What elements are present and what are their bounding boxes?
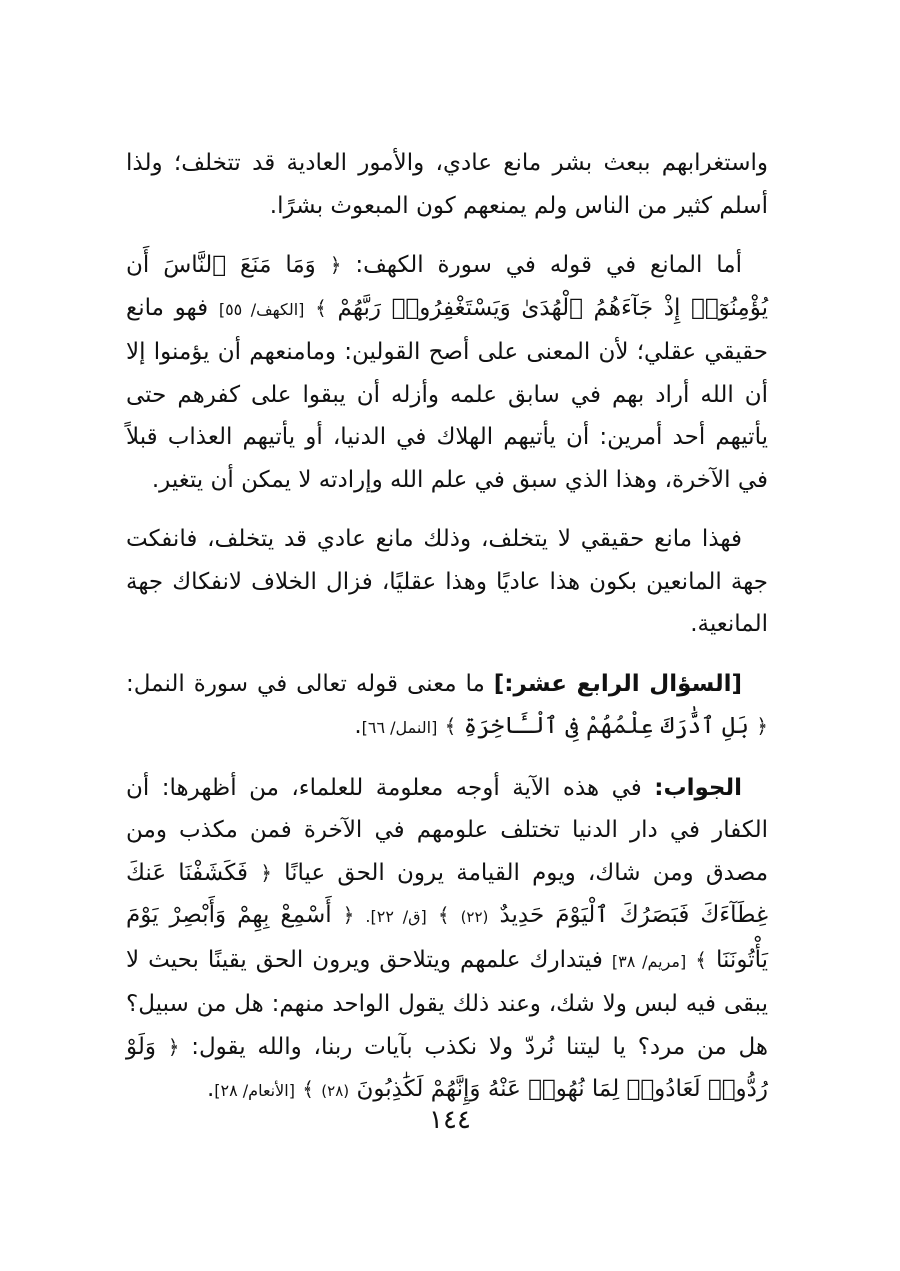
ayah-close-bracket: ﴾ bbox=[315, 295, 327, 320]
ayah-open-bracket: ﴿ bbox=[756, 714, 768, 738]
page-number: ١٤٤ bbox=[429, 1105, 471, 1135]
sentence-end: . bbox=[354, 713, 362, 739]
verse-reference: [النمل/ ٦٦] bbox=[361, 718, 438, 737]
quran-verse: فَكَشَفْنَا عَنكَ غِطَآءَكَ فَبَصَرُكَ ٱلْيَوْمَ حَدِيدٌ bbox=[126, 859, 769, 928]
paragraph-intro: ما معنى قوله تعالى في سورة النمل: bbox=[126, 670, 485, 697]
page-body bbox=[126, 142, 768, 1130]
quran-verse: وَلَوْ رُدُّوا۟ لَعَادُوا۟ لِمَا نُهُوا۟ عَنْهُ وَإِنَّهُمْ لَكَٰذِبُونَ bbox=[126, 1033, 768, 1102]
ayah-close-bracket: ﴾ bbox=[444, 714, 457, 738]
quran-verse: وَمَا مَنَعَ ٱلنَّاسَ أَن يُؤْمِنُوٓا۟ إِذْ جَآءَهُمُ ٱلْهُدَىٰ وَيَسْتَغْفِرُوا۟ رَبَّهُمْ bbox=[126, 252, 769, 321]
paragraph-5 bbox=[126, 767, 768, 1113]
paragraph-text: في هذه الآية أوجه معلومة للعلماء، من أظهرها: أن الكفار في دار الدنيا تختلف علومهم في الآخرة فمن مكذب ومن مصدق ومن شاك، ويوم القيامة يرون الحق عيانًا bbox=[126, 774, 769, 886]
sentence-end: . bbox=[206, 1076, 215, 1102]
paragraph-text: فيتدارك علمهم ويتلاحق ويرون الحق يقينًا بحيث لا يبقى فيه لبس ولا شك، وعند ذلك يقول الواحد منهم: هل من سبيل؟ هل من مرد؟ يا ليتنا نُردّ ولا نكذب بآيات ربنا، والله يقول: bbox=[126, 946, 769, 1060]
ayah-close-bracket: ﴾ bbox=[437, 903, 450, 927]
quran-verse: أَسْمِعْ بِهِمْ وَأَبْصِرْ يَوْمَ يَأْتُونَنَا bbox=[126, 902, 769, 973]
ayah-open-bracket: ﴿ bbox=[167, 1034, 180, 1059]
paragraph-text: واستغرابهم ببعث بشر مانع عادي، والأمور العادية قد تتخلف؛ ولذا أسلم كثير من الناس ولم يمنعهم كون المبعوث بشرًا. bbox=[126, 150, 768, 219]
ayah-open-bracket: ﴿ bbox=[260, 860, 272, 885]
verse-reference: [ق/ ٢٢]. bbox=[365, 907, 427, 926]
answer-label: الجواب: bbox=[654, 774, 742, 801]
verse-reference: [الكهف/ ٥٥] bbox=[218, 299, 305, 319]
verse-reference: [الأنعام/ ٢٨] bbox=[214, 1081, 295, 1100]
paragraph-4 bbox=[126, 663, 768, 750]
paragraph-intro: أما المانع في قوله في سورة الكهف: bbox=[355, 252, 743, 278]
paragraph-3 bbox=[126, 518, 768, 646]
verse-number: (٢٨) bbox=[321, 1082, 350, 1100]
question-label: [السؤال الرابع عشر:] bbox=[493, 670, 743, 697]
ayah-open-bracket: ﴿ bbox=[342, 903, 355, 927]
ayah-open-bracket: ﴿ bbox=[329, 253, 342, 277]
ayah-close-bracket: ﴾ bbox=[302, 1077, 314, 1101]
paragraph-1 bbox=[126, 142, 768, 227]
verse-number: (٢٢) bbox=[460, 908, 489, 926]
verse-reference: [مريم/ ٣٨] bbox=[611, 951, 687, 971]
paragraph-2 bbox=[126, 244, 768, 501]
ayah-close-bracket: ﴾ bbox=[695, 947, 707, 972]
paragraph-text: فهو مانع حقيقي عقلي؛ لأن المعنى على أصح القولين: ومامنعهم أن يؤمنوا إلا أن الله أراد بهم في سابق علمه وأزله أن يبقوا على كفرهم حتى يأتيهم أحد أمرين: أن يأتيهم الهلاك في الدنيا، أو يأتيهم العذاب قبلاً في الآخرة، وهذا الذي سبق في علم الله وإرادته لا يمكن أن يتغير. bbox=[126, 294, 768, 493]
paragraph-text: فهذا مانع حقيقي لا يتخلف، وذلك مانع عادي قد يتخلف، فانفكت جهة المانعين بكون هذا عاديًا وهذا عقليًا، فزال الخلاف لانفكاك جهة المانعية. bbox=[126, 526, 768, 637]
quran-verse: بَلِ ٱدَّٰرَكَ عِلْمُهُمْ فِى ٱلْـَٔاخِرَةِ bbox=[463, 713, 749, 739]
